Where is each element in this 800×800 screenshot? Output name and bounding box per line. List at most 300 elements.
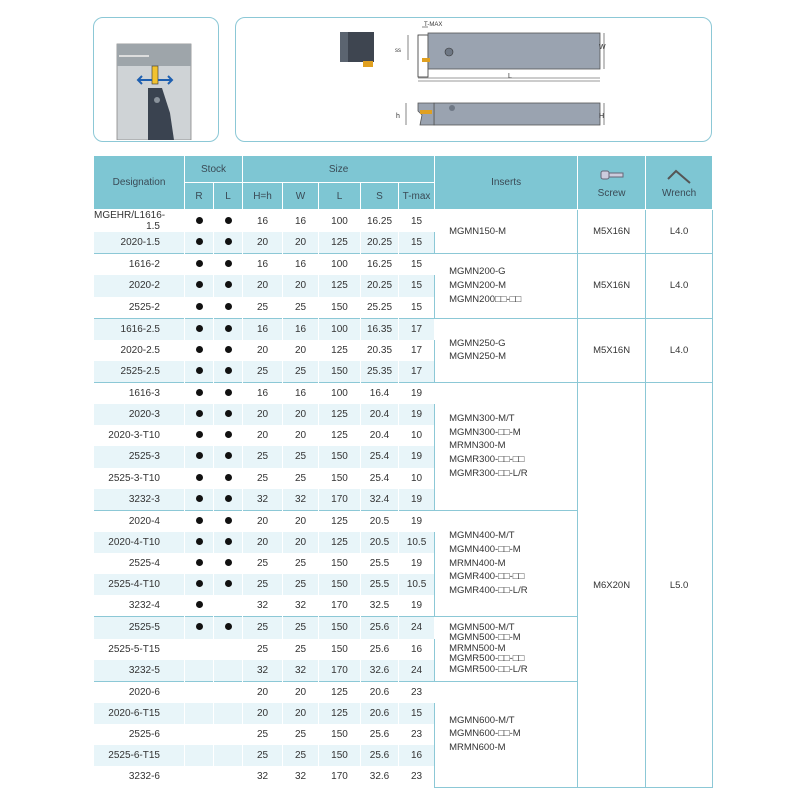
stock-r-cell [185,210,214,233]
size-len-cell: 125 [319,681,361,703]
size-s-cell: 25.6 [361,724,399,745]
insert-code: MGMN500-□□-M [449,632,521,644]
size-s-cell: 20.35 [361,340,399,361]
size-s-cell: 20.5 [361,510,399,532]
size-hh-cell: 25 [243,639,283,660]
stock-l-cell [214,254,243,276]
insert-code: MGMN250-M [449,351,507,363]
header-screw [578,156,646,210]
size-s-cell: 16.35 [361,318,399,340]
header-wrench [646,156,713,210]
in-stock-dot-icon [196,580,203,587]
in-stock-dot-icon [225,431,232,438]
size-s-cell: 16.25 [361,254,399,276]
size-w-cell: 16 [283,318,319,340]
size-len-cell: 150 [319,468,361,489]
size-len-cell: 170 [319,595,361,617]
insert-code: MGMN400-□□-M [449,543,521,555]
designation-cell: 3232-6 [94,766,185,787]
insert-code: MGMN200-M [449,280,507,292]
header-size: Size [243,156,435,183]
size-len-cell: 125 [319,232,361,254]
stock-l-cell [214,468,243,489]
stock-l-cell [214,574,243,595]
size-len-cell: 125 [319,404,361,425]
size-w-cell: 20 [283,532,319,553]
size-len-cell: 150 [319,553,361,574]
dim-h-label: h [396,113,400,120]
stock-l-cell [214,318,243,340]
designation-cell: 2525-2 [94,297,185,319]
insert-code: MGMR300-□□-□□ [449,454,525,466]
size-hh-cell: 20 [243,681,283,703]
size-t-cell: 16 [399,639,435,660]
in-stock-dot-icon [225,303,232,310]
insert-code: MGMN200-G [449,266,506,278]
stock-r-cell [185,532,214,553]
size-hh-cell: 25 [243,361,283,383]
size-w-cell: 25 [283,617,319,639]
designation-cell: 2020-2 [94,275,185,296]
stock-r-cell [185,340,214,361]
insert-code: MGMN500-M/T [449,621,515,633]
size-s-cell: 25.6 [361,617,399,639]
stock-r-cell [185,617,214,639]
size-len-cell: 125 [319,425,361,446]
in-stock-dot-icon [196,303,203,310]
in-stock-dot-icon [196,538,203,545]
in-stock-dot-icon [225,281,232,288]
designation-cell: 2525-3-T10 [94,468,185,489]
stock-l-cell [214,446,243,467]
screw-cell: M6X20N [578,383,646,788]
size-w-cell: 25 [283,468,319,489]
stock-l-cell [214,232,243,254]
stock-l-cell [214,383,243,405]
stock-r-cell [185,383,214,405]
designation-cell: 2020-3-T10 [94,425,185,446]
header-inserts: Inserts [435,156,578,210]
designation-cell: 2525-5-T15 [94,639,185,660]
size-w-cell: 20 [283,510,319,532]
dim-l-label: L [508,73,512,80]
in-stock-dot-icon [196,367,203,374]
size-w-cell: 20 [283,425,319,446]
stock-l-cell [214,617,243,639]
tool-dimension-drawing [236,18,710,140]
header-w: W [283,183,319,210]
in-stock-dot-icon [225,389,232,396]
size-w-cell: 16 [283,383,319,405]
insert-code: MGMN300-M/T [449,412,515,424]
size-w-cell: 20 [283,340,319,361]
size-hh-cell: 16 [243,210,283,233]
size-len-cell: 100 [319,210,361,233]
header-wrench-label: Wrench [661,187,697,199]
screw-cell: M5X16N [578,318,646,382]
in-stock-dot-icon [225,452,232,459]
wrench-cell: L4.0 [646,318,713,382]
stock-r-cell [185,553,214,574]
stock-l-cell [214,553,243,574]
in-stock-dot-icon [225,517,232,524]
size-hh-cell: 32 [243,489,283,511]
header-len: L [319,183,361,210]
size-w-cell: 25 [283,361,319,383]
stock-r-cell [185,446,214,467]
in-stock-dot-icon [196,281,203,288]
stock-r-cell [185,595,214,617]
wrench-cell: L4.0 [646,254,713,318]
size-t-cell: 24 [399,660,435,682]
size-len-cell: 170 [319,489,361,511]
size-s-cell: 32.5 [361,595,399,617]
insert-code: MGMN600-M/T [449,714,515,726]
designation-cell: 2525-5 [94,617,185,639]
size-w-cell: 32 [283,766,319,787]
stock-l-cell [214,361,243,383]
in-stock-dot-icon [196,601,203,608]
size-t-cell: 10.5 [399,532,435,553]
size-len-cell: 125 [319,510,361,532]
dim-H-label: H [599,113,605,120]
inserts-cell [435,510,578,617]
header-s: S [361,183,399,210]
stock-l-cell [214,639,243,660]
size-s-cell: 32.4 [361,489,399,511]
size-s-cell: 25.5 [361,574,399,595]
in-stock-dot-icon [196,260,203,267]
size-t-cell: 24 [399,617,435,639]
stock-r-cell [185,318,214,340]
in-stock-dot-icon [225,538,232,545]
in-stock-dot-icon [196,217,203,224]
stock-r-cell [185,745,214,766]
stock-l-cell [214,275,243,296]
size-len-cell: 150 [319,724,361,745]
stock-r-cell [185,275,214,296]
stock-l-cell [214,425,243,446]
size-t-cell: 19 [399,489,435,511]
header-tmax: T-max [399,183,435,210]
wrench-cell: L4.0 [646,210,713,254]
size-len-cell: 170 [319,660,361,682]
inserts-cell [435,383,578,511]
size-w-cell: 25 [283,553,319,574]
stock-r-cell [185,724,214,745]
size-s-cell: 25.5 [361,553,399,574]
size-s-cell: 20.5 [361,532,399,553]
in-stock-dot-icon [225,559,232,566]
size-t-cell: 23 [399,681,435,703]
dim-tmax-label: T-MAX [424,22,443,28]
insert-code: MGMN600-□□-M [449,728,521,740]
size-t-cell: 19 [399,383,435,405]
size-hh-cell: 25 [243,617,283,639]
insert-code: MGMN200□□-□□ [449,293,522,305]
stock-r-cell [185,639,214,660]
stock-r-cell [185,404,214,425]
size-t-cell: 15 [399,275,435,296]
size-len-cell: 150 [319,297,361,319]
header-l: L [214,183,243,210]
wrench-cell: L5.0 [646,383,713,788]
designation-cell: 2525-2.5 [94,361,185,383]
size-s-cell: 32.6 [361,766,399,787]
insert-code: MGMN400-M/T [449,530,515,542]
size-s-cell: 20.6 [361,681,399,703]
table-row [94,254,713,276]
size-hh-cell: 25 [243,468,283,489]
in-stock-dot-icon [196,517,203,524]
insert-code: MGMN150-M [449,225,507,237]
size-t-cell: 19 [399,595,435,617]
in-stock-dot-icon [225,346,232,353]
size-w-cell: 20 [283,404,319,425]
size-s-cell: 20.4 [361,425,399,446]
insert-code: MRMN300-M [449,440,506,452]
size-t-cell: 15 [399,210,435,233]
dim-ss-label: ss [395,48,401,54]
in-stock-dot-icon [196,495,203,502]
tool-spec-table [93,155,713,788]
size-len-cell: 170 [319,766,361,787]
size-s-cell: 20.6 [361,703,399,724]
grooving-illustration [94,18,217,140]
size-t-cell: 15 [399,703,435,724]
stock-l-cell [214,595,243,617]
in-stock-dot-icon [225,623,232,630]
inserts-cell [435,318,578,382]
size-t-cell: 19 [399,553,435,574]
size-w-cell: 25 [283,745,319,766]
in-stock-dot-icon [196,410,203,417]
table-row [94,318,713,340]
stock-r-cell [185,232,214,254]
insert-code: MRMN500-M [449,642,506,654]
stock-r-cell [185,361,214,383]
size-w-cell: 25 [283,574,319,595]
stock-r-cell [185,425,214,446]
stock-l-cell [214,340,243,361]
size-s-cell: 25.6 [361,745,399,766]
stock-l-cell [214,703,243,724]
designation-cell: 3232-5 [94,660,185,682]
stock-r-cell [185,468,214,489]
size-s-cell: 25.6 [361,639,399,660]
stock-r-cell [185,681,214,703]
designation-cell: 2525-4-T10 [94,574,185,595]
size-s-cell: 32.6 [361,660,399,682]
size-t-cell: 15 [399,232,435,254]
designation-cell: 3232-3 [94,489,185,511]
size-hh-cell: 32 [243,766,283,787]
stock-l-cell [214,510,243,532]
size-s-cell: 20.25 [361,275,399,296]
insert-code: MGMR400-□□-L/R [449,585,528,597]
in-stock-dot-icon [225,217,232,224]
size-t-cell: 23 [399,724,435,745]
designation-cell: 1616-3 [94,383,185,405]
insert-code: MGMR300-□□-L/R [449,468,528,480]
stock-l-cell [214,660,243,682]
stock-r-cell [185,510,214,532]
header-hh: H=h [243,183,283,210]
stock-l-cell [214,489,243,511]
designation-cell: 2020-2.5 [94,340,185,361]
size-len-cell: 150 [319,446,361,467]
in-stock-dot-icon [196,325,203,332]
size-hh-cell: 16 [243,318,283,340]
inserts-cell [435,681,578,787]
size-len-cell: 100 [319,318,361,340]
designation-cell: 2525-4 [94,553,185,574]
insert-code: MGMR500-□□-□□ [449,653,525,665]
size-w-cell: 32 [283,660,319,682]
in-stock-dot-icon [196,346,203,353]
header-r: R [185,183,214,210]
size-w-cell: 25 [283,446,319,467]
stock-r-cell [185,766,214,787]
inserts-cell [435,210,578,254]
header-screw-label: Screw [597,187,626,199]
size-hh-cell: 20 [243,340,283,361]
header-stock: Stock [185,156,243,183]
size-len-cell: 150 [319,745,361,766]
size-hh-cell: 25 [243,745,283,766]
size-t-cell: 16 [399,745,435,766]
in-stock-dot-icon [225,410,232,417]
designation-cell: 1616-2 [94,254,185,276]
stock-r-cell [185,574,214,595]
screw-cell: M5X16N [578,210,646,254]
screw-cell: M5X16N [578,254,646,318]
size-t-cell: 10 [399,468,435,489]
size-len-cell: 150 [319,361,361,383]
header-designation: Designation [94,156,185,210]
insert-code: MGMR500-□□-L/R [449,663,528,675]
table-row [94,383,713,405]
designation-cell: 2020-6-T15 [94,703,185,724]
size-hh-cell: 25 [243,297,283,319]
size-hh-cell: 25 [243,553,283,574]
stock-l-cell [214,766,243,787]
stock-l-cell [214,745,243,766]
designation-cell: 2020-3 [94,404,185,425]
size-w-cell: 25 [283,724,319,745]
size-t-cell: 15 [399,297,435,319]
wrench-icon [664,167,694,185]
in-stock-dot-icon [196,474,203,481]
size-t-cell: 19 [399,446,435,467]
in-stock-dot-icon [225,495,232,502]
size-w-cell: 16 [283,254,319,276]
size-hh-cell: 20 [243,404,283,425]
size-w-cell: 25 [283,639,319,660]
designation-cell: 2525-6 [94,724,185,745]
insert-code: MRMN600-M [449,742,506,754]
stock-r-cell [185,297,214,319]
designation-cell: 1616-2.5 [94,318,185,340]
stock-l-cell [214,681,243,703]
size-t-cell: 19 [399,404,435,425]
size-s-cell: 20.4 [361,404,399,425]
screw-icon [597,167,627,185]
size-len-cell: 150 [319,617,361,639]
designation-cell: 2525-3 [94,446,185,467]
inserts-cell [435,254,578,318]
in-stock-dot-icon [225,367,232,374]
size-s-cell: 25.25 [361,297,399,319]
size-s-cell: 25.4 [361,446,399,467]
size-hh-cell: 16 [243,383,283,405]
insert-code: MGMN250-G [449,337,506,349]
size-t-cell: 15 [399,254,435,276]
insert-code: MGMN300-□□-M [449,426,521,438]
size-t-cell: 23 [399,766,435,787]
size-hh-cell: 20 [243,532,283,553]
size-len-cell: 125 [319,532,361,553]
in-stock-dot-icon [196,431,203,438]
size-len-cell: 100 [319,383,361,405]
size-hh-cell: 20 [243,703,283,724]
stock-r-cell [185,254,214,276]
size-t-cell: 10 [399,425,435,446]
size-t-cell: 10.5 [399,574,435,595]
size-len-cell: 125 [319,275,361,296]
table-body [94,210,713,788]
size-s-cell: 16.25 [361,210,399,233]
stock-r-cell [185,703,214,724]
size-w-cell: 32 [283,489,319,511]
size-s-cell: 25.35 [361,361,399,383]
in-stock-dot-icon [225,580,232,587]
table-row [94,210,713,233]
designation-cell: 2020-4-T10 [94,532,185,553]
size-w-cell: 32 [283,595,319,617]
size-len-cell: 150 [319,574,361,595]
stock-l-cell [214,404,243,425]
in-stock-dot-icon [196,559,203,566]
designation-cell: 2525-6-T15 [94,745,185,766]
size-s-cell: 25.4 [361,468,399,489]
in-stock-dot-icon [196,623,203,630]
designation-cell: 2020-6 [94,681,185,703]
designation-cell: 2020-4 [94,510,185,532]
inserts-cell [435,617,578,681]
in-stock-dot-icon [225,474,232,481]
stock-l-cell [214,724,243,745]
stock-l-cell [214,532,243,553]
insert-code: MRMN400-M [449,557,506,569]
designation-cell: 2020-1.5 [94,232,185,254]
in-stock-dot-icon [225,260,232,267]
size-s-cell: 16.4 [361,383,399,405]
size-w-cell: 25 [283,297,319,319]
size-hh-cell: 20 [243,510,283,532]
size-t-cell: 19 [399,510,435,532]
size-hh-cell: 32 [243,595,283,617]
size-w-cell: 20 [283,681,319,703]
stock-l-cell [214,297,243,319]
insert-code: MGMR400-□□-□□ [449,571,525,583]
size-w-cell: 20 [283,703,319,724]
size-hh-cell: 20 [243,425,283,446]
size-hh-cell: 20 [243,275,283,296]
size-hh-cell: 25 [243,724,283,745]
size-t-cell: 17 [399,318,435,340]
stock-r-cell [185,660,214,682]
